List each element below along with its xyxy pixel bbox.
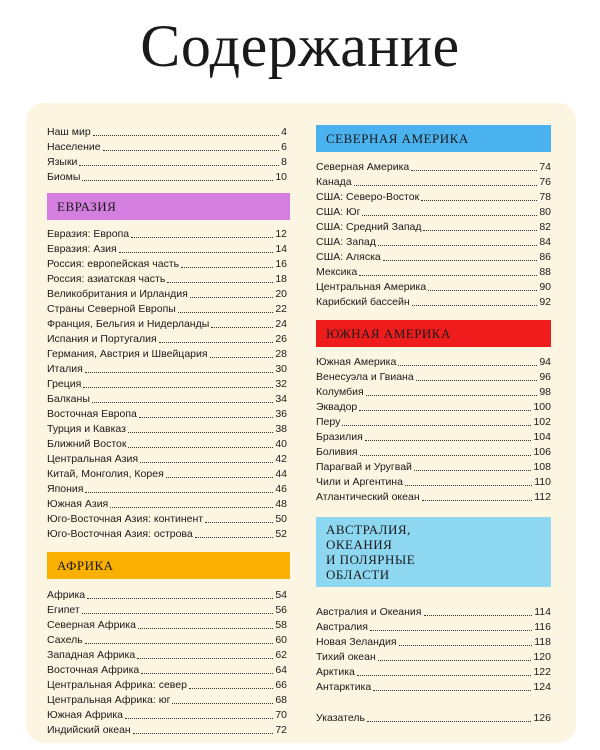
- toc-entry[interactable]: [47, 332, 287, 347]
- leader-dots: [412, 305, 538, 306]
- leader-dots: [354, 185, 538, 186]
- toc-entry[interactable]: [47, 287, 287, 302]
- toc-entry[interactable]: [47, 407, 287, 422]
- toc-entry[interactable]: [316, 205, 551, 220]
- leader-dots: [411, 170, 537, 171]
- toc-entry[interactable]: [47, 693, 287, 708]
- entry-title: Китай, Монголия, Корея: [47, 468, 164, 480]
- entry-title: Канада: [316, 176, 352, 188]
- leader-dots: [119, 252, 274, 253]
- entry-page: 114: [534, 606, 551, 618]
- leader-dots: [422, 500, 533, 501]
- entry-page: 66: [275, 679, 287, 691]
- entry-title: Колумбия: [316, 386, 364, 398]
- toc-entry[interactable]: [47, 347, 287, 362]
- entry-page: 58: [275, 619, 287, 631]
- entry-page: 122: [533, 666, 551, 678]
- entry-page: 8: [281, 156, 287, 168]
- entry-title: Биомы: [47, 171, 81, 183]
- entry-page: 4: [281, 126, 287, 138]
- entry-page: 76: [539, 176, 551, 188]
- leader-dots: [398, 365, 537, 366]
- leader-dots: [138, 628, 273, 629]
- toc-entry[interactable]: [316, 190, 551, 205]
- entry-page: 14: [275, 243, 287, 255]
- entry-title: Боливия: [316, 446, 358, 458]
- toc-entry[interactable]: [47, 482, 287, 497]
- leader-dots: [181, 267, 273, 268]
- leader-dots: [167, 282, 273, 283]
- entry-title: Германия, Австрия и Швейцария: [47, 348, 208, 360]
- australia-list: [316, 605, 551, 695]
- entry-page: 62: [275, 649, 287, 661]
- entry-page: 92: [539, 296, 551, 308]
- entry-title: Тихий океан: [316, 651, 376, 663]
- entry-title: Западная Африка: [47, 649, 136, 661]
- leader-dots: [360, 455, 532, 456]
- entry-title: США: Средний Запад: [316, 221, 422, 233]
- toc-entry[interactable]: [316, 430, 551, 445]
- entry-page: 52: [275, 528, 287, 540]
- entry-title: Мексика: [316, 266, 358, 278]
- toc-entry[interactable]: [316, 295, 551, 310]
- entry-page: 96: [539, 371, 551, 383]
- toc-entry[interactable]: [47, 633, 287, 648]
- toc-entry[interactable]: [316, 280, 551, 295]
- entry-page: 124: [533, 681, 551, 693]
- entry-page: 110: [534, 476, 551, 488]
- leader-dots: [159, 342, 274, 343]
- entry-title: Евразия: Европа: [47, 228, 130, 240]
- leader-dots: [378, 660, 532, 661]
- toc-entry[interactable]: [316, 665, 551, 680]
- entry-title: Балканы: [47, 393, 90, 405]
- leader-dots: [128, 432, 273, 433]
- leader-dots: [424, 615, 533, 616]
- toc-entry[interactable]: [316, 250, 551, 265]
- page-title: Содержание: [140, 13, 460, 79]
- toc-entry[interactable]: [316, 400, 551, 415]
- entry-page: 90: [539, 281, 551, 293]
- leader-dots: [79, 165, 279, 166]
- leader-dots: [140, 462, 273, 463]
- entry-page: 36: [275, 408, 287, 420]
- entry-title: Страны Северной Европы: [47, 303, 176, 315]
- entry-title: США: Северо-Восток: [316, 191, 420, 203]
- entry-page: 80: [539, 206, 551, 218]
- leader-dots: [383, 260, 538, 261]
- toc-entry[interactable]: [47, 527, 287, 542]
- entry-page: 54: [275, 589, 287, 601]
- leader-dots: [210, 357, 274, 358]
- toc-entry[interactable]: [47, 302, 287, 317]
- toc-entry[interactable]: [47, 437, 287, 452]
- entry-page: 28: [275, 348, 287, 360]
- entry-page: 68: [275, 694, 287, 706]
- toc-entry[interactable]: [316, 650, 551, 665]
- toc-entry[interactable]: [47, 663, 287, 678]
- entry-title: Венесуэла и Гвиана: [316, 371, 414, 383]
- entry-title: Бразилия: [316, 431, 363, 443]
- entry-page: 10: [275, 171, 287, 183]
- leader-dots: [414, 470, 532, 471]
- leader-dots: [87, 598, 273, 599]
- entry-title: Эквадор: [316, 401, 358, 413]
- entry-page: 116: [534, 621, 551, 633]
- leader-dots: [195, 537, 274, 538]
- entry-title: Юго-Восточная Азия: континент: [47, 513, 204, 525]
- eurasia-list: [47, 227, 287, 542]
- entry-page: 78: [539, 191, 551, 203]
- leader-dots: [428, 290, 537, 291]
- leader-dots: [83, 387, 273, 388]
- entry-page: 126: [533, 712, 551, 724]
- entry-title: Население: [47, 141, 101, 153]
- entry-page: 70: [275, 709, 287, 721]
- toc-entry-index[interactable]: [316, 711, 551, 726]
- leader-dots: [357, 675, 532, 676]
- leader-dots: [92, 402, 273, 403]
- entry-title: Греция: [47, 378, 82, 390]
- entry-page: 24: [275, 318, 287, 330]
- left-column: [47, 125, 287, 738]
- leader-dots: [131, 237, 273, 238]
- section-header-australia: [316, 517, 551, 587]
- leader-dots: [103, 150, 280, 151]
- entry-title: Центральная Америка: [316, 281, 427, 293]
- leader-dots: [365, 440, 532, 441]
- leader-dots: [85, 372, 274, 373]
- toc-entry[interactable]: [47, 603, 287, 618]
- entry-title: Австралия и Океания: [316, 606, 422, 618]
- entry-page: 42: [275, 453, 287, 465]
- toc-entry[interactable]: [316, 160, 551, 175]
- entry-title: Карибский бассейн: [316, 296, 410, 308]
- leader-dots: [211, 327, 273, 328]
- entry-title: Евразия: Азия: [47, 243, 117, 255]
- toc-entry[interactable]: [47, 588, 287, 603]
- entry-page: 6: [281, 141, 287, 153]
- australia-header-line: АВСТРАЛИЯ,: [326, 522, 411, 537]
- leader-dots: [166, 477, 274, 478]
- entry-page: 120: [533, 651, 551, 663]
- entry-page: 84: [539, 236, 551, 248]
- entry-title: Южная Азия: [47, 498, 109, 510]
- toc-entry[interactable]: [47, 422, 287, 437]
- entry-page: 22: [275, 303, 287, 315]
- africa-list: [47, 588, 287, 738]
- toc-entry[interactable]: [47, 497, 287, 512]
- toc-entry[interactable]: [316, 680, 551, 695]
- leader-dots: [189, 688, 273, 689]
- leader-dots: [362, 215, 537, 216]
- entry-title: Восточная Европа: [47, 408, 137, 420]
- entry-page: 102: [533, 416, 551, 428]
- entry-page: 32: [275, 378, 287, 390]
- entry-title: Арктика: [316, 666, 355, 678]
- leader-dots: [85, 643, 274, 644]
- toc-entry[interactable]: [47, 257, 287, 272]
- leader-dots: [110, 507, 273, 508]
- australia-header-line: ОКЕАНИЯ: [326, 537, 393, 552]
- toc-entry[interactable]: [47, 317, 287, 332]
- leader-dots: [366, 395, 538, 396]
- toc-entry[interactable]: [47, 362, 287, 377]
- entry-page: 112: [534, 491, 551, 503]
- entry-title: Перу: [316, 416, 341, 428]
- entry-page: 50: [275, 513, 287, 525]
- toc-entry[interactable]: [316, 460, 551, 475]
- entry-page: 86: [539, 251, 551, 263]
- toc-entry[interactable]: [316, 235, 551, 250]
- entry-title: Турция и Кавказ: [47, 423, 126, 435]
- toc-entry[interactable]: [316, 620, 551, 635]
- toc-entry[interactable]: [47, 227, 287, 242]
- leader-dots: [172, 703, 273, 704]
- toc-entry[interactable]: [47, 708, 287, 723]
- section-header-south-america: ЮЖНАЯ АМЕРИКА: [316, 320, 551, 347]
- toc-entry[interactable]: [47, 272, 287, 287]
- entry-title: Новая Зеландия: [316, 636, 397, 648]
- toc-entry[interactable]: [316, 385, 551, 400]
- toc-entry[interactable]: [47, 467, 287, 482]
- entry-page: 64: [275, 664, 287, 676]
- toc-entry[interactable]: [47, 618, 287, 633]
- toc-entry[interactable]: [47, 155, 287, 170]
- entry-title: Южная Африка: [47, 709, 124, 721]
- section-header-africa: АФРИКА: [47, 552, 290, 579]
- section-header-north-america: СЕВЕРНАЯ АМЕРИКА: [316, 125, 551, 152]
- entry-title: Указатель: [316, 712, 365, 724]
- leader-dots: [423, 230, 537, 231]
- entry-page: 44: [275, 468, 287, 480]
- toc-entry[interactable]: [47, 452, 287, 467]
- toc-entry[interactable]: [47, 125, 287, 140]
- entry-page: 60: [275, 634, 287, 646]
- leader-dots: [399, 645, 533, 646]
- leader-dots: [421, 200, 537, 201]
- entry-page: 16: [275, 258, 287, 270]
- leader-dots: [416, 380, 538, 381]
- leader-dots: [137, 658, 273, 659]
- leader-dots: [373, 690, 531, 691]
- leader-dots: [205, 522, 273, 523]
- leader-dots: [405, 485, 532, 486]
- entry-page: 72: [275, 724, 287, 736]
- leader-dots: [141, 673, 273, 674]
- entry-title: США: Аляска: [316, 251, 381, 263]
- leader-dots: [133, 733, 274, 734]
- toc-entry[interactable]: [316, 355, 551, 370]
- entry-page: 104: [533, 431, 551, 443]
- toc-entry[interactable]: [47, 377, 287, 392]
- entry-title: Центральная Африка: север: [47, 679, 187, 691]
- entry-title: США: Запад: [316, 236, 376, 248]
- entry-page: 46: [275, 483, 287, 495]
- entry-title: Великобритания и Ирландия: [47, 288, 188, 300]
- leader-dots: [82, 180, 273, 181]
- entry-page: 74: [539, 161, 551, 173]
- toc-entry[interactable]: [316, 220, 551, 235]
- leader-dots: [367, 721, 532, 722]
- entry-title: США: Юг: [316, 206, 361, 218]
- entry-page: 40: [275, 438, 287, 450]
- entry-title: Сахель: [47, 634, 83, 646]
- toc-entry[interactable]: [316, 265, 551, 280]
- entry-title: Антарктика: [316, 681, 372, 693]
- leader-dots: [359, 410, 531, 411]
- toc-entry[interactable]: [316, 605, 551, 620]
- entry-page: 26: [275, 333, 287, 345]
- toc-entry[interactable]: [47, 678, 287, 693]
- entry-page: 100: [533, 401, 551, 413]
- leader-dots: [128, 447, 273, 448]
- entry-title: Индийский океан: [47, 724, 131, 736]
- south-america-list: [316, 355, 551, 505]
- toc-entry[interactable]: [47, 242, 287, 257]
- leader-dots: [139, 417, 273, 418]
- leader-dots: [378, 245, 537, 246]
- entry-title: Наш мир: [47, 126, 91, 138]
- leader-dots: [190, 297, 274, 298]
- leader-dots: [370, 630, 532, 631]
- toc-entry[interactable]: [47, 723, 287, 738]
- toc-entry[interactable]: [316, 415, 551, 430]
- leader-dots: [342, 425, 531, 426]
- australia-header-line: ОБЛАСТИ: [326, 567, 390, 582]
- entry-title: Япония: [47, 483, 84, 495]
- north-america-list: [316, 160, 551, 310]
- toc-entry[interactable]: [316, 445, 551, 460]
- toc-entry[interactable]: [316, 475, 551, 490]
- leader-dots: [125, 718, 273, 719]
- entry-title: Центральная Азия: [47, 453, 139, 465]
- entry-page: 12: [275, 228, 287, 240]
- entry-title: Италия: [47, 363, 83, 375]
- entry-page: 106: [533, 446, 551, 458]
- entry-title: Парагвай и Уругвай: [316, 461, 412, 473]
- entry-title: Чили и Аргентина: [316, 476, 403, 488]
- toc-entry[interactable]: [316, 370, 551, 385]
- entry-page: 34: [275, 393, 287, 405]
- toc-entry[interactable]: [47, 648, 287, 663]
- toc-entry[interactable]: [316, 490, 551, 505]
- entry-page: 30: [275, 363, 287, 375]
- entry-title: Северная Америка: [316, 161, 410, 173]
- entry-page: 48: [275, 498, 287, 510]
- toc-entry[interactable]: [316, 635, 551, 650]
- section-header-eurasia: ЕВРАЗИЯ: [47, 193, 290, 220]
- entry-title: Ближний Восток: [47, 438, 127, 450]
- entry-title: Россия: европейская часть: [47, 258, 180, 270]
- australia-header-line: И ПОЛЯРНЫЕ: [326, 552, 416, 567]
- entry-title: Россия: азиатская часть: [47, 273, 166, 285]
- entry-page: 98: [539, 386, 551, 398]
- entry-page: 18: [275, 273, 287, 285]
- leader-dots: [85, 492, 273, 493]
- toc-entry[interactable]: [47, 512, 287, 527]
- entry-title: Юго-Восточная Азия: острова: [47, 528, 193, 540]
- intro-list: [47, 125, 287, 185]
- entry-title: Языки: [47, 156, 78, 168]
- leader-dots: [178, 312, 274, 313]
- toc-entry[interactable]: [316, 175, 551, 190]
- leader-dots: [93, 135, 279, 136]
- toc-entry[interactable]: [47, 140, 287, 155]
- right-column: [316, 125, 551, 726]
- entry-page: 88: [539, 266, 551, 278]
- entry-page: 118: [534, 636, 551, 648]
- entry-title: Южная Америка: [316, 356, 397, 368]
- entry-page: 56: [275, 604, 287, 616]
- leader-dots: [359, 275, 537, 276]
- entry-page: 38: [275, 423, 287, 435]
- entry-title: Франция, Бельгия и Нидерланды: [47, 318, 210, 330]
- entry-title: Атлантический океан: [316, 491, 420, 503]
- entry-title: Восточная Африка: [47, 664, 140, 676]
- entry-page: 20: [275, 288, 287, 300]
- entry-title: Египет: [47, 604, 80, 616]
- entry-title: Африка: [47, 589, 86, 601]
- entry-title: Северная Африка: [47, 619, 136, 631]
- entry-title: Испания и Португалия: [47, 333, 157, 345]
- leader-dots: [82, 613, 274, 614]
- entry-page: 94: [539, 356, 551, 368]
- entry-page: 108: [533, 461, 551, 473]
- toc-entry[interactable]: [47, 392, 287, 407]
- toc-entry[interactable]: [47, 170, 287, 185]
- entry-title: Австралия: [316, 621, 368, 633]
- entry-page: 82: [539, 221, 551, 233]
- entry-title: Центральная Африка: юг: [47, 694, 171, 706]
